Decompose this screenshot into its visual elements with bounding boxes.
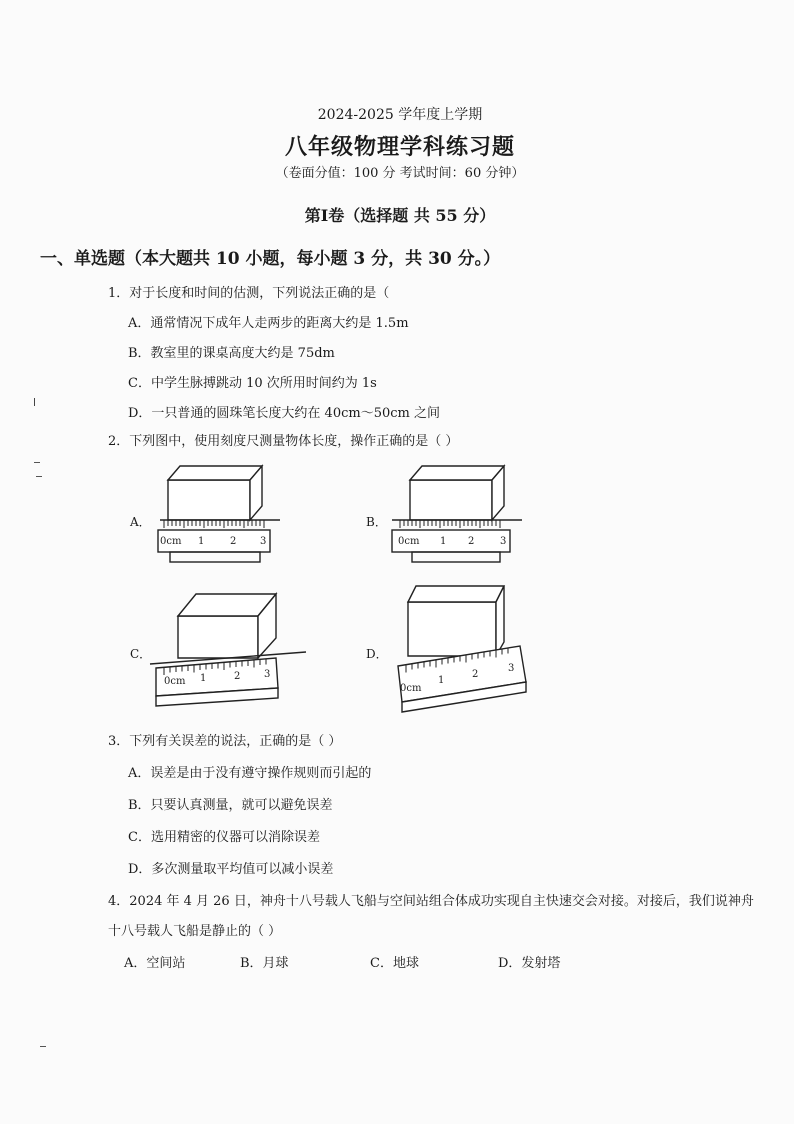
figure-d-tick-3: 3 [508, 663, 515, 674]
figure-c-tick-0: 0cm [164, 676, 186, 687]
scan-mark [40, 1046, 46, 1047]
figure-b-ruler-block [392, 460, 532, 575]
question-1-option-c: C．中学生脉搏跳动 10 次所用时间约为 1s [128, 376, 377, 391]
scan-mark [34, 462, 40, 463]
question-3-option-b: B．只要认真测量，就可以避免误差 [128, 798, 333, 813]
figure-b-tick-0: 0cm [398, 536, 420, 547]
figure-d-label: D． [366, 647, 388, 661]
figure-d-ruler-block [392, 580, 542, 715]
question-3-option-d: D．多次测量取平均值可以减小误差 [128, 862, 334, 877]
figure-c-label: C． [130, 647, 152, 661]
figure-a-tick-2: 2 [230, 536, 237, 547]
question-4-stem-line-2: 十八号载人飞船是静止的（ ） [108, 924, 282, 939]
section-heading: 一、单选题（本大题共 10 小题，每小题 3 分，共 30 分。） [40, 249, 501, 269]
question-2-stem: 2．下列图中，使用刻度尺测量物体长度，操作正确的是（ ） [108, 434, 459, 449]
question-4-option-d: D．发射塔 [498, 956, 561, 971]
question-4-option-c: C．地球 [370, 956, 419, 971]
question-3-stem: 3．下列有关误差的说法，正确的是（ ） [108, 734, 342, 749]
question-3-option-c: C．选用精密的仪器可以消除误差 [128, 830, 320, 845]
part-heading: 第Ⅰ卷（选择题 共 55 分） [304, 206, 496, 225]
figure-b-label: B． [366, 515, 387, 529]
question-4-option-b: B．月球 [240, 956, 289, 971]
scan-mark [36, 476, 42, 477]
figure-b-tick-3: 3 [500, 536, 507, 547]
figure-c-ruler-block [150, 588, 310, 713]
scan-mark [34, 398, 39, 406]
figure-a-tick-0: 0cm [160, 536, 182, 547]
question-1-option-d: D．一只普通的圆珠笔长度大约在 40cm～50cm 之间 [128, 406, 440, 421]
figure-b-tick-2: 2 [468, 536, 475, 547]
school-year: 2024-2025 学年度上学期 [317, 107, 483, 123]
figure-c-tick-1: 1 [200, 673, 207, 684]
question-4-option-a: A．空间站 [124, 956, 186, 971]
figure-c-tick-3: 3 [264, 669, 271, 680]
figure-d-tick-1: 1 [438, 675, 445, 686]
figure-d-tick-2: 2 [472, 669, 479, 680]
question-1-option-a: A．通常情况下成年人走两步的距离大约是 1.5m [128, 316, 409, 331]
figure-a-ruler-block [150, 460, 290, 575]
question-4-stem-line-1: 4．2024 年 4 月 26 日，神舟十八号载人飞船与空间站组合体成功实现自主快速交会对接。对接后，我们说神舟 [108, 894, 754, 909]
question-1-option-b: B．教室里的课桌高度大约是 75dm [128, 346, 335, 361]
figure-a-tick-3: 3 [260, 536, 267, 547]
figure-b-tick-1: 1 [440, 536, 447, 547]
exam-subtitle: （卷面分值：100 分 考试时间：60 分钟） [275, 166, 525, 181]
figure-d-tick-0: 0cm [400, 683, 422, 694]
figure-a-label: A． [130, 515, 151, 529]
question-3-option-a: A．误差是由于没有遵守操作规则而引起的 [128, 766, 372, 781]
exam-title: 八年级物理学科练习题 [284, 134, 515, 160]
question-1-stem: 1．对于长度和时间的估测，下列说法正确的是（ [108, 286, 390, 301]
figure-c-tick-2: 2 [234, 671, 241, 682]
figure-a-tick-1: 1 [198, 536, 205, 547]
